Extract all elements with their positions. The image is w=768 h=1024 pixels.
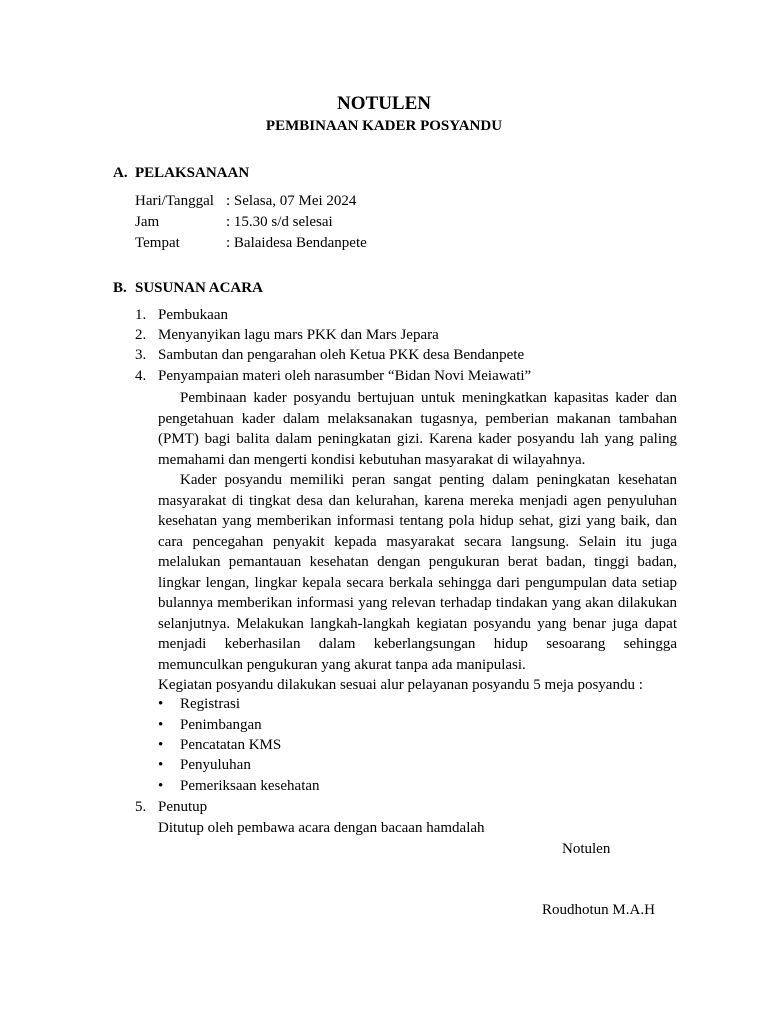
signature-role: Notulen: [562, 841, 611, 857]
agenda-number: 2.: [135, 327, 147, 343]
section-b-heading: [113, 280, 263, 297]
agenda-item: [135, 347, 524, 364]
info-row-place: [135, 233, 367, 253]
section-b-title: SUSUNAN ACARA: [135, 280, 263, 296]
paragraph: Pembinaan kader posyandu bertujuan untuk meningkatkan kapasitas kader dan pengetahuan kader dalam melaksanakan tugasnya, pemberian makanan tambahan (PMT) bagi balita dalam peningkatan gizi. Karena kader posyandu lah yang paling memahami dan mengerti kondisi kebutuhan masyarakat di wilayahnya.: [158, 390, 677, 468]
agenda-item: [135, 307, 228, 324]
info-label: Jam: [135, 214, 160, 230]
agenda-text: Penyampaian materi oleh narasumber “Bidan Novi Meiawati”: [158, 368, 532, 384]
info-value: : Balaidesa Bendanpete: [226, 235, 367, 251]
agenda-item-closing: [135, 799, 207, 816]
agenda-item: [135, 368, 531, 385]
bullet-icon: •: [158, 737, 164, 753]
bullet-item: [158, 737, 281, 754]
agenda-text: Penutup: [158, 799, 208, 815]
meja-intro: Kegiatan posyandu dilakukan sesuai alur pelayanan posyandu 5 meja posyandu :: [158, 677, 643, 693]
info-label: Hari/Tanggal: [135, 193, 214, 209]
bullet-text: Penimbangan: [180, 717, 262, 733]
bullet-text: Penyuluhan: [180, 757, 251, 773]
agenda-number: 3.: [135, 347, 147, 363]
bullet-item: [158, 778, 320, 795]
info-row-date: [135, 191, 356, 211]
info-label: Tempat: [135, 235, 180, 251]
agenda-text: Pembukaan: [158, 307, 228, 323]
agenda-text: Menyanyikan lagu mars PKK dan Mars Jepara: [158, 327, 439, 343]
bullet-icon: •: [158, 717, 164, 733]
signature-name: Roudhotun M.A.H: [542, 902, 655, 918]
agenda-number: 5.: [135, 799, 147, 815]
document-subtitle: PEMBINAAN KADER POSYANDU: [265, 118, 503, 134]
bullet-text: Pemeriksaan kesehatan: [180, 778, 320, 794]
info-value: : 15.30 s/d selesai: [226, 214, 333, 230]
info-row-time: [135, 212, 333, 232]
closing-detail: Ditutup oleh pembawa acara dengan bacaan hamdalah: [158, 820, 485, 836]
agenda-number: 4.: [135, 368, 147, 384]
agenda-number: 1.: [135, 307, 147, 323]
section-a-letter: A.: [113, 165, 128, 181]
section-a-heading: [113, 165, 249, 182]
bullet-item: [158, 757, 251, 774]
section-b-letter: B.: [113, 280, 127, 296]
section-a-title: PELAKSANAAN: [135, 165, 250, 181]
document-title: NOTULEN: [337, 93, 431, 114]
material-body: [158, 388, 677, 696]
paragraph: Kader posyandu memiliki peran sangat penting dalam peningkatan kesehatan masyarakat di tingkat desa dan kelurahan, karena mereka menjadi agen penyuluhan kesehatan yang memberikan informasi tentang pola hidup sehat, gizi yang baik, dan cara pencegahan penyakit kepada masyarakat secara langsung. Selain itu juga melalukan pemantauan kesehatan dengan pengukuran berat badan, tinggi badan, lingkar lengan, lingkar kepala secara berkala sehingga dari pengumpulan data setiap bulannya memberikan informasi yang relevan terhadap tindakan yang akan dilakukan selanjutnya. Melakukan langkah-langkah kegiatan posyandu yang benar juga dapat menjadi keberhasilan dalam keberlangsungan hidup sesoarang sehingga memunculkan pengukuran yang akurat tanpa ada manipulasi.: [158, 472, 677, 673]
bullet-item: [158, 696, 240, 713]
agenda-item: [135, 327, 439, 344]
bullet-icon: •: [158, 696, 164, 712]
bullet-text: Registrasi: [180, 696, 240, 712]
bullet-item: [158, 717, 262, 734]
info-value: : Selasa, 07 Mei 2024: [226, 193, 357, 209]
bullet-icon: •: [158, 757, 164, 773]
agenda-text: Sambutan dan pengarahan oleh Ketua PKK desa Bendanpete: [158, 347, 525, 363]
bullet-icon: •: [158, 778, 164, 794]
bullet-text: Pencatatan KMS: [180, 737, 282, 753]
